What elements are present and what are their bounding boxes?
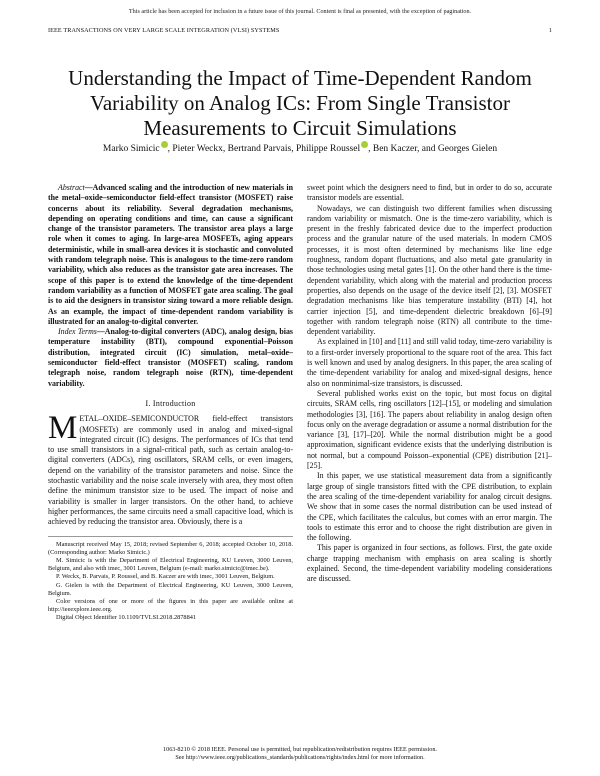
index-terms-text: —Analog-to-digital converters (ADC), analog design, bias temperature instability (BTI), compound exponential–Poisson distribution, integrated circuit (IC) simulation, metal–oxide–semiconductor field-effect transistor (MOSFET) scaling, random telegraph noise, random telegraph noise (RTN), time-dependent variability. <box>48 327 293 388</box>
paper-title: Understanding the Impact of Time-Dependent Random Variability on Analog ICs: From Single Transistor Measurements to Circuit Simulations <box>68 66 532 141</box>
body-paragraph: This paper is organized in four sections, as follows. First, the gate oxide charge trapping mechanism with emphasis on area scaling is shortly explained. Second, the time-dependent variability modeling considerations are discussed. <box>307 543 552 584</box>
copyright-line: 1063-8210 © 2018 IEEE. Personal use is permitted, but republication/redistribution requires IEEE permission. <box>163 746 437 753</box>
abstract-label: Abstract <box>58 183 85 192</box>
abstract <box>48 183 293 327</box>
author-list <box>30 141 570 155</box>
body-paragraph: sweet point which the designers need to find, but in order to do so, accurate transistor models are essential. <box>307 183 552 203</box>
footnote: G. Gielen is with the Department of Electrical Engineering, KU Leuven, 3000 Leuven, Belgium. <box>48 581 293 597</box>
intro-text: ETAL–OXIDE–SEMICONDUCTOR field-effect transistors (MOSFETs) are commonly used in analog and mixed-signal integrated circuit (IC) designs. The performances of ICs that tend to use small transistors in a signal-critical path, such as certain analog-to-digital converters (ADCs), ring oscillators, SRAM cells, or even imagers, depend on the variability of the transistor parameters and noise. Since the stochastic variability and the noise scale inversely with area, they most often define the minimum transistor size to be used. The impact of noise and variability is smaller in larger transistors. On the other hand, to achieve higher performances, the same circuits need a small capacitive load, which is achieved by reducing the transistor area. Obviously, there is a <box>48 414 293 527</box>
dropcap: M <box>48 410 78 447</box>
footnote: P. Weckx, B. Parvais, P. Roussel, and B. Kaczer are with imec, 3001 Leuven, Belgium. <box>56 573 275 581</box>
author-name: Marko Simicic <box>102 144 160 154</box>
body-paragraph: In this paper, we use statistical measurement data from a significantly large group of single transistors fitted with the CPE distribution, to explain the area scaling of the time-dependent variability for analog circuit designs. We show that in some cases the normal distribution can be used instead of the CPE, which facilitates the calculus, but comes with an error margin. The tools to estimate this error and to choose the right distribution are given in the following. <box>307 471 552 543</box>
index-terms-label: Index Terms <box>58 327 97 337</box>
left-column <box>48 183 293 623</box>
footnote: Color versions of one or more of the figures in this paper are available online at http://ieeexplore.ieee.org. <box>48 597 293 614</box>
abstract-text: —Advanced scaling and the introduction of new materials in the metal–oxide–semiconductor field-effect transistor (MOSFET) raise concerns about its reliability. Several degradation mechanisms, depending on operating conditions and time, can cause a significant change of the transistor parameters. The transistor area plays a large role when it comes to aging. In large-area MOSFETs, aging appears deterministic, while in small-area devices it is stochastic and convoluted with random telegraph noise. This is analogous to the time-zero random variability, which also reduces as the transistor gate area increases. The scope of this paper is to extend the knowledge of the time-dependent random variability as a function of MOSFET gate area scaling. The goal is to aid the designers in transistor sizing toward a more reliable design. As an example, the impact of time-dependent random variability is illustrated for an analog-to-digital converter. <box>48 183 293 326</box>
rights-link-line[interactable]: See http://www.ieee.org/publications_standards/publications/rights/index.html for more information. <box>175 754 425 761</box>
author-name: , Pieter Weckx, Bertrand Parvais, Philippe Roussel <box>167 144 361 154</box>
body-paragraph: As explained in [10] and [11] and still valid today, time-zero variability is to a first-order inversely proportional to the square root of the area. This fact is well known and used by analog designers. In this paper, the area scaling of the time-dependent variability for analog and mixed-signal designs, hence also on nonminimal-size transistors, is discussed. <box>307 337 552 388</box>
running-head: IEEE TRANSACTIONS ON VERY LARGE SCALE INTEGRATION (VLSI) SYSTEMS <box>48 27 280 34</box>
section-heading-introduction: I. Introduction <box>145 398 196 408</box>
body-paragraph: Several published works exist on the topic, but most focus on digital circuits, SRAM cells, ring oscillators [12]–[15], or modeling and simulation methodologies [3], [16]. The papers about reliability in analog design often focus only on the average degradation or assume a normal distribution for the variance [3], [17]–[20]. While the normal distribution might be a good approximation, significant evidence exists that the underlying distribution is not normal, but a compound Poisson–exponential (CPE) distribution [21]–[25]. <box>307 388 552 471</box>
right-column <box>307 183 552 585</box>
page-number: 1 <box>548 27 552 34</box>
footnote: Manuscript received May 15, 2018; revised September 6, 2018; accepted October 10, 2018. (Corresponding author: Marko Simicic.) <box>48 540 293 556</box>
intro-paragraph <box>48 410 293 527</box>
acceptance-notice: This article has been accepted for inclusion in a future issue of this journal. Content is final as presented, with the exception of pagination. <box>128 8 472 15</box>
body-paragraph: Nowadays, we can distinguish two different families when discussing random variability or mismatch. One is the time-zero variability, which is present in the freshly fabricated device due to the imperfect production process and the granular nature of the used materials. In modern CMOS processes, it is most often determined by mechanisms like line edge roughness, random dopant fluctuations, and also metal gate granularity in those technologies using metal gates [1]. On the other hand there is the time-dependent variability, which along with the material and production process properties, also depends on the usage of the device itself [2], [3]. MOSFET degradation mechanisms like bias temperature instability (BTI) [4], hot carrier injection [5], and time-dependent dielectric breakdown [6]–[9] together with random telegraph noise (RTN) all contribute to the time-dependent variability. <box>307 203 552 337</box>
copyright-notice <box>0 746 600 762</box>
footnote: M. Simicic is with the Department of Electrical Engineering, KU Leuven, 3000 Leuven, Belgium, and also with imec, 3001 Leuven, Belgium (e-mail: marko.simicic@imec.be). <box>48 556 293 573</box>
footnote-doi: Digital Object Identifier 10.1109/TVLSI.2018.2878841 <box>56 614 197 622</box>
author-name: , Ben Kaczer, and Georges Gielen <box>368 144 498 154</box>
orcid-icon[interactable] <box>161 141 168 148</box>
index-terms <box>48 327 293 389</box>
footnotes <box>48 536 293 623</box>
